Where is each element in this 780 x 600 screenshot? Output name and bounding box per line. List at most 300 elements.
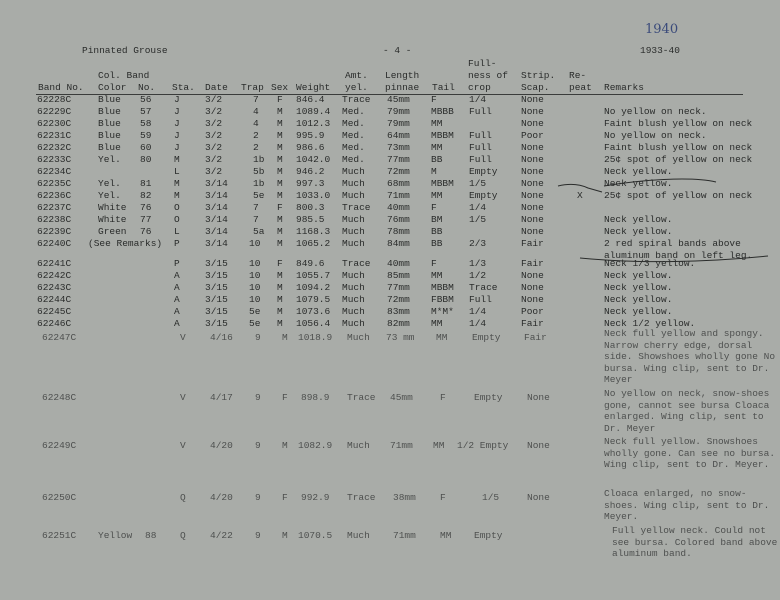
cell-color: Blue	[98, 94, 121, 105]
cell-crop: 1/4	[469, 318, 487, 329]
col-band-color-header: Color	[98, 82, 127, 93]
cell-length: 84mm	[387, 238, 410, 249]
cell-no: 76	[140, 226, 152, 237]
cell-weight: 1089.4	[296, 106, 331, 117]
cell-crop: Full	[469, 106, 492, 117]
cell-band: 62228C	[37, 94, 72, 105]
cell-crop: Full	[469, 142, 492, 153]
cell-trap: 5e	[249, 306, 261, 317]
cell-trap: 10	[249, 270, 261, 281]
cell-strip: None	[521, 294, 544, 305]
cell-date: 4/22	[210, 530, 233, 541]
cell-remarks: 25¢ spot of yellow on neck	[604, 190, 753, 201]
cell-amt: Med.	[342, 130, 365, 141]
cell-sex: M	[277, 226, 283, 237]
cell-no: 60	[140, 142, 152, 153]
cell-band: 62246C	[37, 318, 72, 329]
cell-amt: Much	[342, 190, 365, 201]
cell-sta: V	[180, 440, 186, 451]
cell-trap: 10	[249, 238, 261, 249]
cell-length: 45mm	[390, 392, 413, 403]
pen-stroke	[558, 184, 602, 192]
cell-sex: M	[282, 332, 288, 343]
cell-amt: Trace	[342, 258, 371, 269]
cell-band: 62242C	[37, 270, 72, 281]
cell-length: 78mm	[387, 226, 410, 237]
cell-trap: 2	[253, 130, 259, 141]
cell-date: 3/15	[205, 258, 228, 269]
cell-band: 62231C	[37, 130, 72, 141]
cell-trap: 1b	[253, 154, 265, 165]
cell-length: 71mm	[390, 440, 413, 451]
cell-band: 62245C	[37, 306, 72, 317]
cell-weight: 1012.3	[296, 118, 331, 129]
cell-tail: MM	[431, 142, 443, 153]
cell-weight: 1033.0	[296, 190, 331, 201]
cell-crop: Empty	[469, 166, 498, 177]
cell-band: 62233C	[37, 154, 72, 165]
cell-color: Yel.	[98, 178, 121, 189]
cell-band: 62248C	[42, 392, 77, 403]
cell-amt: Much	[342, 270, 365, 281]
cell-remarks: Neck yellow.	[604, 294, 673, 305]
cell-remarks: Faint blush yellow on neck	[604, 142, 753, 153]
pen-stroke	[580, 256, 768, 262]
cell-crop: Full	[469, 154, 492, 165]
cell-sta: M	[174, 190, 180, 201]
length-header-2: pinnae	[385, 82, 420, 93]
cell-color: Green	[98, 226, 127, 237]
cell-amt: Trace	[342, 94, 371, 105]
cell-tail: MM	[431, 190, 443, 201]
cell-date: 3/14	[205, 190, 228, 201]
cell-sta: J	[174, 106, 180, 117]
cell-crop: 1/5	[482, 492, 500, 503]
cell-amt: Much	[347, 332, 370, 343]
cell-tail: BB	[431, 226, 443, 237]
cell-length: 72mm	[387, 166, 410, 177]
col-band-header-1: Col. Band	[98, 70, 150, 81]
cell-tail: MM	[433, 440, 445, 451]
cell-weight: 985.5	[296, 214, 325, 225]
cell-date: 3/2	[205, 106, 223, 117]
cell-color: White	[98, 202, 127, 213]
cell-sex: M	[277, 306, 283, 317]
cell-strip: Fair	[521, 318, 544, 329]
cell-crop: 2/3	[469, 238, 487, 249]
cell-amt: Much	[347, 440, 370, 451]
amt-header-2: yel.	[345, 82, 368, 93]
cell-trap: 9	[255, 392, 261, 403]
cell-weight: 1042.0	[296, 154, 331, 165]
cell-trap: 5a	[253, 226, 265, 237]
cell-weight: 1082.9	[298, 440, 333, 451]
cell-color: (See Remarks)	[88, 238, 163, 249]
cell-strip: Poor	[521, 306, 544, 317]
cell-strip: None	[521, 142, 544, 153]
cell-strip: Poor	[521, 130, 544, 141]
pen-stroke	[604, 179, 716, 186]
cell-strip: None	[521, 106, 544, 117]
cell-length: 73 mm	[386, 332, 415, 343]
cell-remarks: Neck full yellow and spongy. Narrow cherry edge, dorsal side. Showshoes wholly gone No bursa. Wing clip, sent to Dr. Meyer	[604, 328, 776, 386]
cell-sex: F	[277, 258, 283, 269]
cell-strip: None	[521, 118, 544, 129]
cell-length: 83mm	[387, 306, 410, 317]
cell-color: Yel.	[98, 154, 121, 165]
cell-sta: J	[174, 142, 180, 153]
cell-date: 3/15	[205, 306, 228, 317]
cell-date: 4/17	[210, 392, 233, 403]
cell-band: 62232C	[37, 142, 72, 153]
cell-no: 57	[140, 106, 152, 117]
cell-band: 62229C	[37, 106, 72, 117]
cell-band: 62237C	[37, 202, 72, 213]
cell-sta: Q	[180, 530, 186, 541]
cell-sta: J	[174, 130, 180, 141]
cell-crop: 1/4	[469, 202, 487, 213]
cell-sex: M	[277, 190, 283, 201]
cell-tail: BB	[431, 154, 443, 165]
cell-length: 73mm	[387, 142, 410, 153]
cell-weight: 986.6	[296, 142, 325, 153]
cell-sex: M	[277, 294, 283, 305]
cell-tail: MM	[431, 318, 443, 329]
cell-color: Blue	[98, 106, 121, 117]
cell-no: 59	[140, 130, 152, 141]
cell-trap: 10	[249, 258, 261, 269]
cell-remarks: Neck yellow.	[604, 226, 673, 237]
cell-tail: F	[431, 94, 437, 105]
cell-weight: 800.3	[296, 202, 325, 213]
cell-tail: F	[440, 392, 446, 403]
cell-trap: 2	[253, 142, 259, 153]
cell-sex: M	[277, 282, 283, 293]
cell-sta: L	[174, 166, 180, 177]
cell-amt: Med.	[342, 106, 365, 117]
cell-length: 40mm	[387, 202, 410, 213]
cell-length: 85mm	[387, 270, 410, 281]
cell-sex: M	[277, 130, 283, 141]
cell-crop: Full	[469, 294, 492, 305]
cell-trap: 4	[253, 106, 259, 117]
date-header: Date	[205, 82, 228, 93]
cell-tail: M*M*	[431, 306, 454, 317]
cell-crop: Empty	[469, 190, 498, 201]
cell-sex: F	[282, 392, 288, 403]
cell-trap: 9	[255, 492, 261, 503]
cell-remarks: Cloaca enlarged, no snow-shoes. Wing clip, sent to Dr. Meyer.	[604, 488, 770, 523]
cell-sex: F	[277, 94, 283, 105]
cell-trap: 5e	[249, 318, 261, 329]
cell-strip: Fair	[524, 332, 547, 343]
cell-strip: Fair	[521, 258, 544, 269]
cell-remarks: Neck yellow.	[604, 270, 673, 281]
cell-date: 3/2	[205, 118, 223, 129]
cell-trap: 10	[249, 282, 261, 293]
cell-date: 4/16	[210, 332, 233, 343]
cell-strip: None	[521, 94, 544, 105]
cell-weight: 1065.2	[296, 238, 331, 249]
cell-sex: F	[277, 202, 283, 213]
cell-sta: Q	[180, 492, 186, 503]
handwritten-year: 1940	[645, 22, 679, 37]
page-number: - 4 -	[383, 45, 412, 56]
cell-band: 62238C	[37, 214, 72, 225]
cell-date: 4/20	[210, 492, 233, 503]
cell-crop: 1/5	[469, 214, 487, 225]
cell-tail: MM	[431, 118, 443, 129]
cell-sta: A	[174, 306, 180, 317]
cell-tail: MBBM	[431, 282, 454, 293]
cell-weight: 1056.4	[296, 318, 331, 329]
cell-sex: M	[277, 166, 283, 177]
cell-sta: P	[174, 238, 180, 249]
cell-weight: 1094.2	[296, 282, 331, 293]
cell-strip: None	[527, 392, 550, 403]
cell-no: 80	[140, 154, 152, 165]
cell-sta: J	[174, 94, 180, 105]
cell-crop: 1/3	[469, 258, 487, 269]
cell-tail: FBBM	[431, 294, 454, 305]
cell-length: 76mm	[387, 214, 410, 225]
cell-remarks: Neck full yellow. Snowshoes wholly gone. Can see no bursa. Wing clip, sent to Dr. Meyer.	[604, 436, 776, 471]
fullness-header-2: ness of	[468, 70, 508, 81]
cell-length: 68mm	[387, 178, 410, 189]
cell-sex: M	[277, 106, 283, 117]
cell-band: 62234C	[37, 166, 72, 177]
cell-tail: F	[431, 258, 437, 269]
cell-tail: M	[431, 166, 437, 177]
cell-sta: A	[174, 318, 180, 329]
cell-date: 3/14	[205, 214, 228, 225]
cell-sex: M	[282, 440, 288, 451]
cell-amt: Much	[342, 282, 365, 293]
cell-date: 3/2	[205, 94, 223, 105]
cell-weight: 1073.6	[296, 306, 331, 317]
cell-no: 58	[140, 118, 152, 129]
cell-length: 77mm	[387, 282, 410, 293]
cell-sta: J	[174, 118, 180, 129]
weight-header: Weight	[296, 82, 331, 93]
cell-strip: None	[521, 166, 544, 177]
cell-trap: 4	[253, 118, 259, 129]
cell-no: 76	[140, 202, 152, 213]
cell-sta: V	[180, 332, 186, 343]
cell-amt: Much	[342, 306, 365, 317]
cell-crop: Full	[469, 130, 492, 141]
cell-remarks: Neck yellow.	[604, 178, 673, 189]
repeat-header-1: Re-	[569, 70, 587, 81]
strip-header-2: Scap.	[521, 82, 550, 93]
document-title: Pinnated Grouse	[82, 45, 168, 56]
cell-sex: M	[277, 318, 283, 329]
cell-sex: M	[282, 530, 288, 541]
cell-date: 3/15	[205, 318, 228, 329]
cell-strip: None	[527, 440, 550, 451]
cell-trap: 7	[253, 94, 259, 105]
cell-amt: Trace	[342, 202, 371, 213]
cell-date: 3/2	[205, 130, 223, 141]
cell-remarks: Neck yellow.	[604, 214, 673, 225]
year-range: 1933-40	[640, 45, 680, 56]
tail-header: Tail	[432, 82, 455, 93]
strip-header-1: Strip.	[521, 70, 556, 81]
cell-band: 62236C	[37, 190, 72, 201]
cell-remarks: 2 red spiral bands above aluminum band on left leg.	[604, 238, 753, 261]
cell-crop: Empty	[472, 332, 501, 343]
cell-strip: None	[521, 270, 544, 281]
cell-sta: M	[174, 154, 180, 165]
cell-sta: L	[174, 226, 180, 237]
cell-remarks: Faint blush yellow on neck	[604, 118, 753, 129]
cell-weight: 995.9	[296, 130, 325, 141]
cell-tail: F	[431, 202, 437, 213]
cell-amt: Much	[342, 166, 365, 177]
cell-no: 88	[145, 530, 157, 541]
cell-band: 62251C	[42, 530, 77, 541]
cell-amt: Much	[342, 178, 365, 189]
cell-color: Blue	[98, 130, 121, 141]
cell-date: 3/15	[205, 270, 228, 281]
cell-tail: MBBM	[431, 130, 454, 141]
cell-color: Blue	[98, 118, 121, 129]
cell-trap: 5e	[253, 190, 265, 201]
cell-strip: None	[521, 202, 544, 213]
cell-weight: 997.3	[296, 178, 325, 189]
cell-no: 56	[140, 94, 152, 105]
length-header-1: Length	[385, 70, 420, 81]
cell-remarks: No yellow on neck, snow-shoes gone, cannot see bursa Cloaca enlarged. Wing clip, sent to Dr. Meyer	[604, 388, 770, 434]
cell-date: 3/14	[205, 226, 228, 237]
cell-date: 3/14	[205, 202, 228, 213]
trap-header: Trap	[241, 82, 264, 93]
cell-remarks: Neck yellow.	[604, 306, 673, 317]
cell-date: 4/20	[210, 440, 233, 451]
cell-date: 3/14	[205, 178, 228, 189]
cell-color: Blue	[98, 142, 121, 153]
cell-tail: MM	[440, 530, 452, 541]
fullness-header-1: Full-	[468, 58, 497, 69]
cell-crop: 1/4	[469, 94, 487, 105]
fullness-header-3: crop	[468, 82, 491, 93]
cell-remarks: Neck yellow.	[604, 166, 673, 177]
cell-band: 62235C	[37, 178, 72, 189]
cell-length: 64mm	[387, 130, 410, 141]
cell-tail: MM	[431, 270, 443, 281]
cell-length: 79mm	[387, 118, 410, 129]
cell-tail: MBBM	[431, 178, 454, 189]
cell-amt: Much	[347, 530, 370, 541]
cell-crop: Empty	[474, 392, 503, 403]
cell-length: 38mm	[393, 492, 416, 503]
cell-weight: 1018.9	[298, 332, 333, 343]
cell-date: 3/14	[205, 238, 228, 249]
cell-sex: M	[277, 214, 283, 225]
cell-weight: 849.6	[296, 258, 325, 269]
cell-sta: O	[174, 214, 180, 225]
cell-trap: 9	[255, 440, 261, 451]
cell-date: 3/2	[205, 154, 223, 165]
cell-crop: 1/4	[469, 306, 487, 317]
cell-sex: M	[277, 270, 283, 281]
cell-sex: M	[277, 118, 283, 129]
cell-length: 40mm	[387, 258, 410, 269]
cell-amt: Trace	[347, 492, 376, 503]
cell-trap: 10	[249, 294, 261, 305]
cell-remarks: Neck yellow.	[604, 282, 673, 293]
cell-date: 3/15	[205, 282, 228, 293]
cell-band: 62239C	[37, 226, 72, 237]
cell-weight: 1079.5	[296, 294, 331, 305]
cell-remarks: No yellow on neck.	[604, 130, 707, 141]
cell-weight: 898.9	[301, 392, 330, 403]
cell-amt: Much	[342, 214, 365, 225]
cell-date: 3/2	[205, 166, 223, 177]
cell-band: 62249C	[42, 440, 77, 451]
cell-no: 82	[140, 190, 152, 201]
cell-amt: Trace	[347, 392, 376, 403]
cell-remarks: Neck 1/3 yellow.	[604, 258, 696, 269]
cell-weight: 946.2	[296, 166, 325, 177]
cell-sta: P	[174, 258, 180, 269]
band-no-header: Band No.	[38, 82, 84, 93]
cell-no: 77	[140, 214, 152, 225]
cell-sex: M	[277, 154, 283, 165]
cell-strip: None	[521, 282, 544, 293]
cell-remarks: 25¢ spot of yellow on neck	[604, 154, 753, 165]
remarks-header: Remarks	[604, 82, 644, 93]
cell-color: Yel.	[98, 190, 121, 201]
cell-weight: 992.9	[301, 492, 330, 503]
cell-length: 71mm	[393, 530, 416, 541]
cell-tail: BB	[431, 238, 443, 249]
cell-repeat: X	[577, 190, 583, 201]
cell-trap: 1b	[253, 178, 265, 189]
cell-band: 62243C	[37, 282, 72, 293]
cell-color: White	[98, 214, 127, 225]
col-band-no-header: No.	[138, 82, 156, 93]
cell-length: 71mm	[387, 190, 410, 201]
cell-length: 79mm	[387, 106, 410, 117]
cell-sta: V	[180, 392, 186, 403]
cell-band: 62250C	[42, 492, 77, 503]
cell-amt: Med.	[342, 142, 365, 153]
cell-amt: Med.	[342, 154, 365, 165]
cell-sex: F	[282, 492, 288, 503]
cell-weight: 1070.5	[298, 530, 333, 541]
cell-strip: None	[521, 214, 544, 225]
sex-header: Sex	[271, 82, 289, 93]
cell-trap: 7	[253, 214, 259, 225]
cell-weight: 846.4	[296, 94, 325, 105]
cell-crop: 1/2 Empty	[457, 440, 509, 451]
cell-weight: 1168.3	[296, 226, 331, 237]
cell-date: 3/15	[205, 294, 228, 305]
cell-tail: BM	[431, 214, 443, 225]
cell-strip: None	[527, 492, 550, 503]
cell-tail: MBBB	[431, 106, 454, 117]
cell-remarks: Neck 1/2 yellow.	[604, 318, 696, 329]
cell-trap: 9	[255, 332, 261, 343]
cell-sex: M	[277, 142, 283, 153]
cell-length: 77mm	[387, 154, 410, 165]
cell-band: 62244C	[37, 294, 72, 305]
cell-strip: None	[521, 226, 544, 237]
cell-sta: A	[174, 282, 180, 293]
cell-strip: Fair	[521, 238, 544, 249]
cell-no: 81	[140, 178, 152, 189]
